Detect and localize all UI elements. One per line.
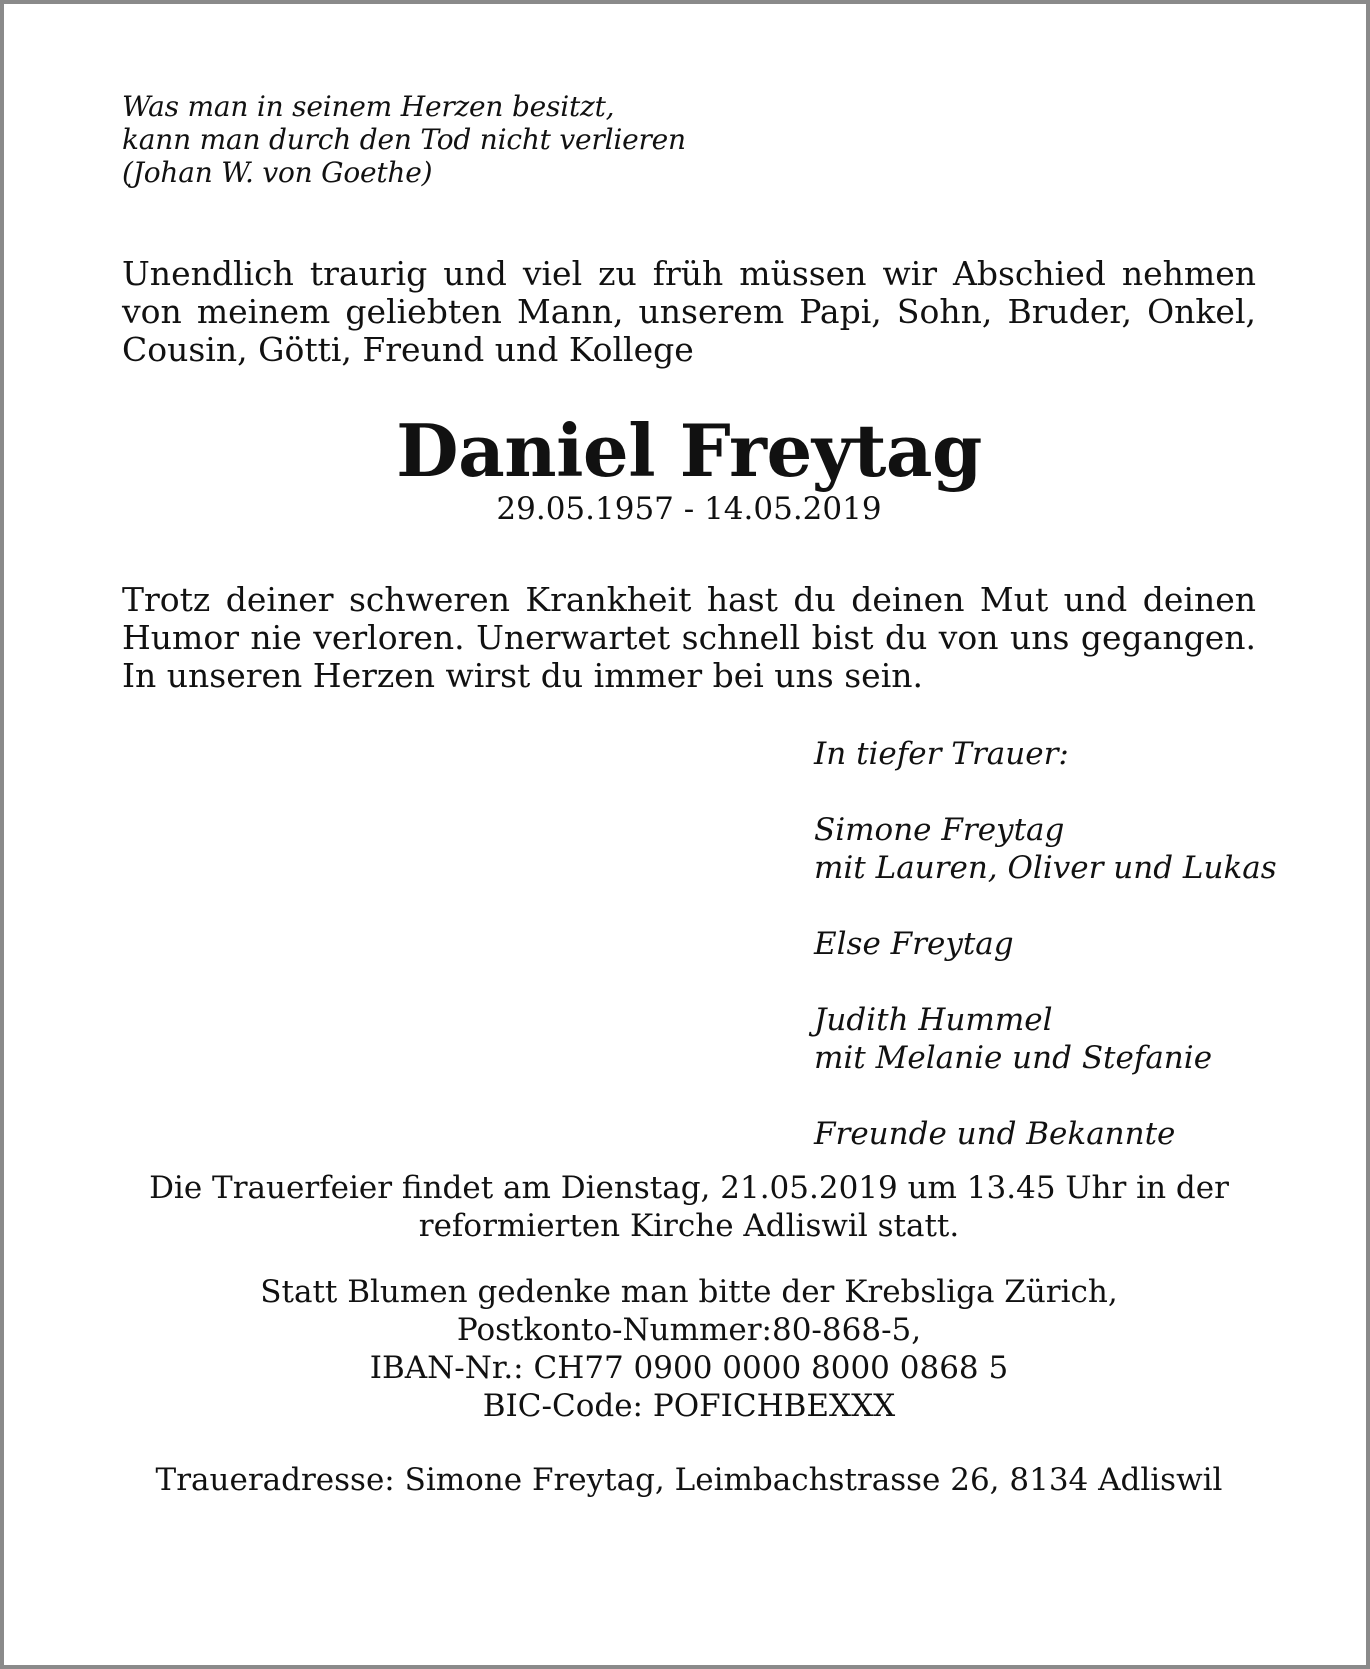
mourners-heading: In tiefer Trauer: <box>814 736 1069 772</box>
donation-info <box>122 1273 1256 1425</box>
goethe-quote <box>122 90 1256 189</box>
mourner-group <box>814 925 1256 963</box>
donation-bic: BIC-Code: POFICHBEXXX <box>482 1388 896 1424</box>
quote-line: kann man durch den Tod nicht verlieren <box>122 123 686 156</box>
mourner-name: Freunde und Bekannte <box>814 1116 1176 1152</box>
donation-line: Statt Blumen gedenke man bitte der Krebsliga Zürich, <box>260 1274 1118 1310</box>
mourner-group <box>814 811 1277 887</box>
mourner-detail: mit Melanie und Stefanie <box>814 1040 1213 1076</box>
mourner-name: Simone Freytag <box>814 812 1065 848</box>
ceremony-line: reformierten Kirche Adliswil statt. <box>418 1208 960 1244</box>
mourner-detail: mit Lauren, Oliver und Lukas <box>814 850 1277 886</box>
intro-line: Unendlich traurig und viel zu früh müssen wir Abschied nehmen <box>122 254 1256 293</box>
mourner-group <box>814 1115 1256 1153</box>
address-line: Traueradresse: Simone Freytag, Leimbachstrasse 26, 8134 Adliswil <box>155 1462 1223 1498</box>
intro-line: von meinem geliebten Mann, unserem Papi, Sohn, Bruder, Onkel, <box>122 292 1256 331</box>
life-dates: 29.05.1957 - 14.05.2019 <box>496 491 882 527</box>
mourning-address <box>122 1461 1256 1499</box>
quote-line: Was man in seinem Herzen besitzt, <box>122 90 615 123</box>
intro-line: Cousin, Götti, Freund und Kollege <box>122 330 694 369</box>
mourners-list <box>814 735 1277 1153</box>
donation-account: Postkonto-Nummer:80-868-5, <box>456 1312 922 1348</box>
message-line: Trotz deiner schweren Krankheit hast du deinen Mut und deinen <box>122 580 1256 619</box>
memorial-message <box>122 581 1256 695</box>
ceremony-line: Die Trauerfeier findet am Dienstag, 21.05.2019 um 13.45 Uhr in der <box>149 1170 1229 1206</box>
message-line: Humor nie verloren. Unerwartet schnell bist du von uns gegangen. <box>122 618 1256 657</box>
mourner-group <box>814 1001 1256 1077</box>
mourner-name: Judith Hummel <box>814 1002 1053 1038</box>
message-line: In unseren Herzen wirst du immer bei uns sein. <box>122 656 923 695</box>
deceased-name: Daniel Freytag <box>396 408 982 493</box>
mourner-name: Else Freytag <box>814 926 1014 962</box>
quote-attribution: (Johan W. von Goethe) <box>122 156 433 189</box>
ceremony-info <box>122 1169 1256 1245</box>
intro-paragraph <box>122 255 1256 369</box>
donation-iban: IBAN-Nr.: CH77 0900 0000 8000 0868 5 <box>369 1350 1009 1386</box>
notice-content <box>122 90 1277 1499</box>
